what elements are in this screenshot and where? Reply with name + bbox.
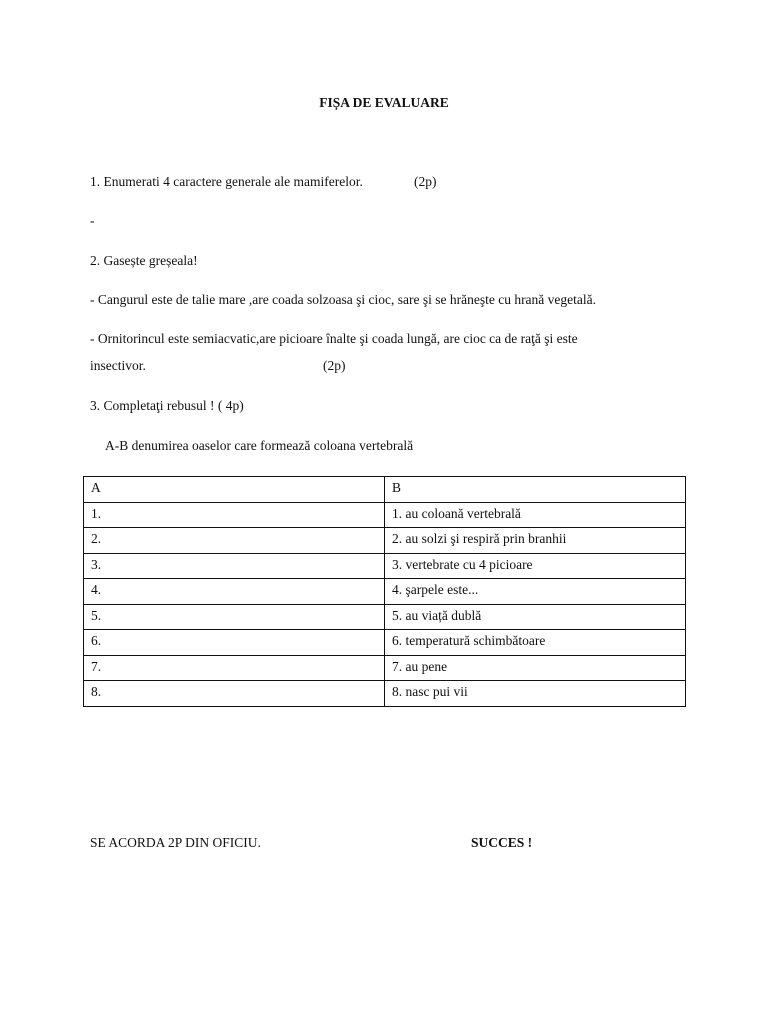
table-cell-b: 7. au pene xyxy=(385,655,686,681)
question-3-hint: A-B denumirea oaselor care formează coloana vertebrală xyxy=(105,438,414,453)
question-2-statement-1: - Cangurul este de talie mare ,are coada solzoasa şi cioc, sare şi se hrăneşte cu hrană vegetală. xyxy=(90,292,597,307)
table-header-row xyxy=(84,477,686,503)
table-row xyxy=(84,630,686,656)
rebus-table xyxy=(83,476,686,707)
table-cell-a: 1. xyxy=(84,502,385,528)
table-cell-b: 5. au viață dublă xyxy=(385,604,686,630)
table-row xyxy=(84,655,686,681)
table-row xyxy=(84,579,686,605)
question-2-statement-2-line-2: insectivor. xyxy=(90,358,146,373)
question-3-text: 3. Completaţi rebusul ! ( 4p) xyxy=(90,398,244,413)
table-row xyxy=(84,528,686,554)
table-cell-a: 7. xyxy=(84,655,385,681)
table-cell-b: 8. nasc pui vii xyxy=(385,681,686,707)
table-cell-b: 4. şarpele este... xyxy=(385,579,686,605)
page-title: FIȘA DE EVALUARE xyxy=(319,95,449,110)
table-header-b: B xyxy=(385,477,686,503)
table-cell-a: 3. xyxy=(84,553,385,579)
table-cell-b: 1. au coloană vertebrală xyxy=(385,502,686,528)
table-cell-b: 3. vertebrate cu 4 picioare xyxy=(385,553,686,579)
question-2-text: 2. Gasește greșeala! xyxy=(90,253,198,268)
table-cell-a: 6. xyxy=(84,630,385,656)
table-cell-b: 2. au solzi şi respiră prin branhii xyxy=(385,528,686,554)
question-2-statement-2-line-1: - Ornitorincul este semiacvatic,are picioare înalte şi coada lungă, are cioc ca de raţă şi este xyxy=(90,331,578,346)
table-cell-a: 5. xyxy=(84,604,385,630)
question-1-points: (2p) xyxy=(414,174,437,189)
table-cell-a: 4. xyxy=(84,579,385,605)
table-cell-b: 6. temperatură schimbătoare xyxy=(385,630,686,656)
question-1-text: 1. Enumerati 4 caractere generale ale mamiferelor. xyxy=(90,174,363,189)
footer-right-note: SUCCES ! xyxy=(471,835,533,850)
table-row xyxy=(84,502,686,528)
table-row xyxy=(84,681,686,707)
footer-left-note: SE ACORDA 2P DIN OFICIU. xyxy=(90,835,261,850)
table-cell-a: 8. xyxy=(84,681,385,707)
table-row xyxy=(84,553,686,579)
table-row xyxy=(84,604,686,630)
table-header-a: A xyxy=(84,477,385,503)
question-2-points: (2p) xyxy=(323,358,346,373)
table-cell-a: 2. xyxy=(84,528,385,554)
question-1-answer-line: - xyxy=(90,213,95,228)
